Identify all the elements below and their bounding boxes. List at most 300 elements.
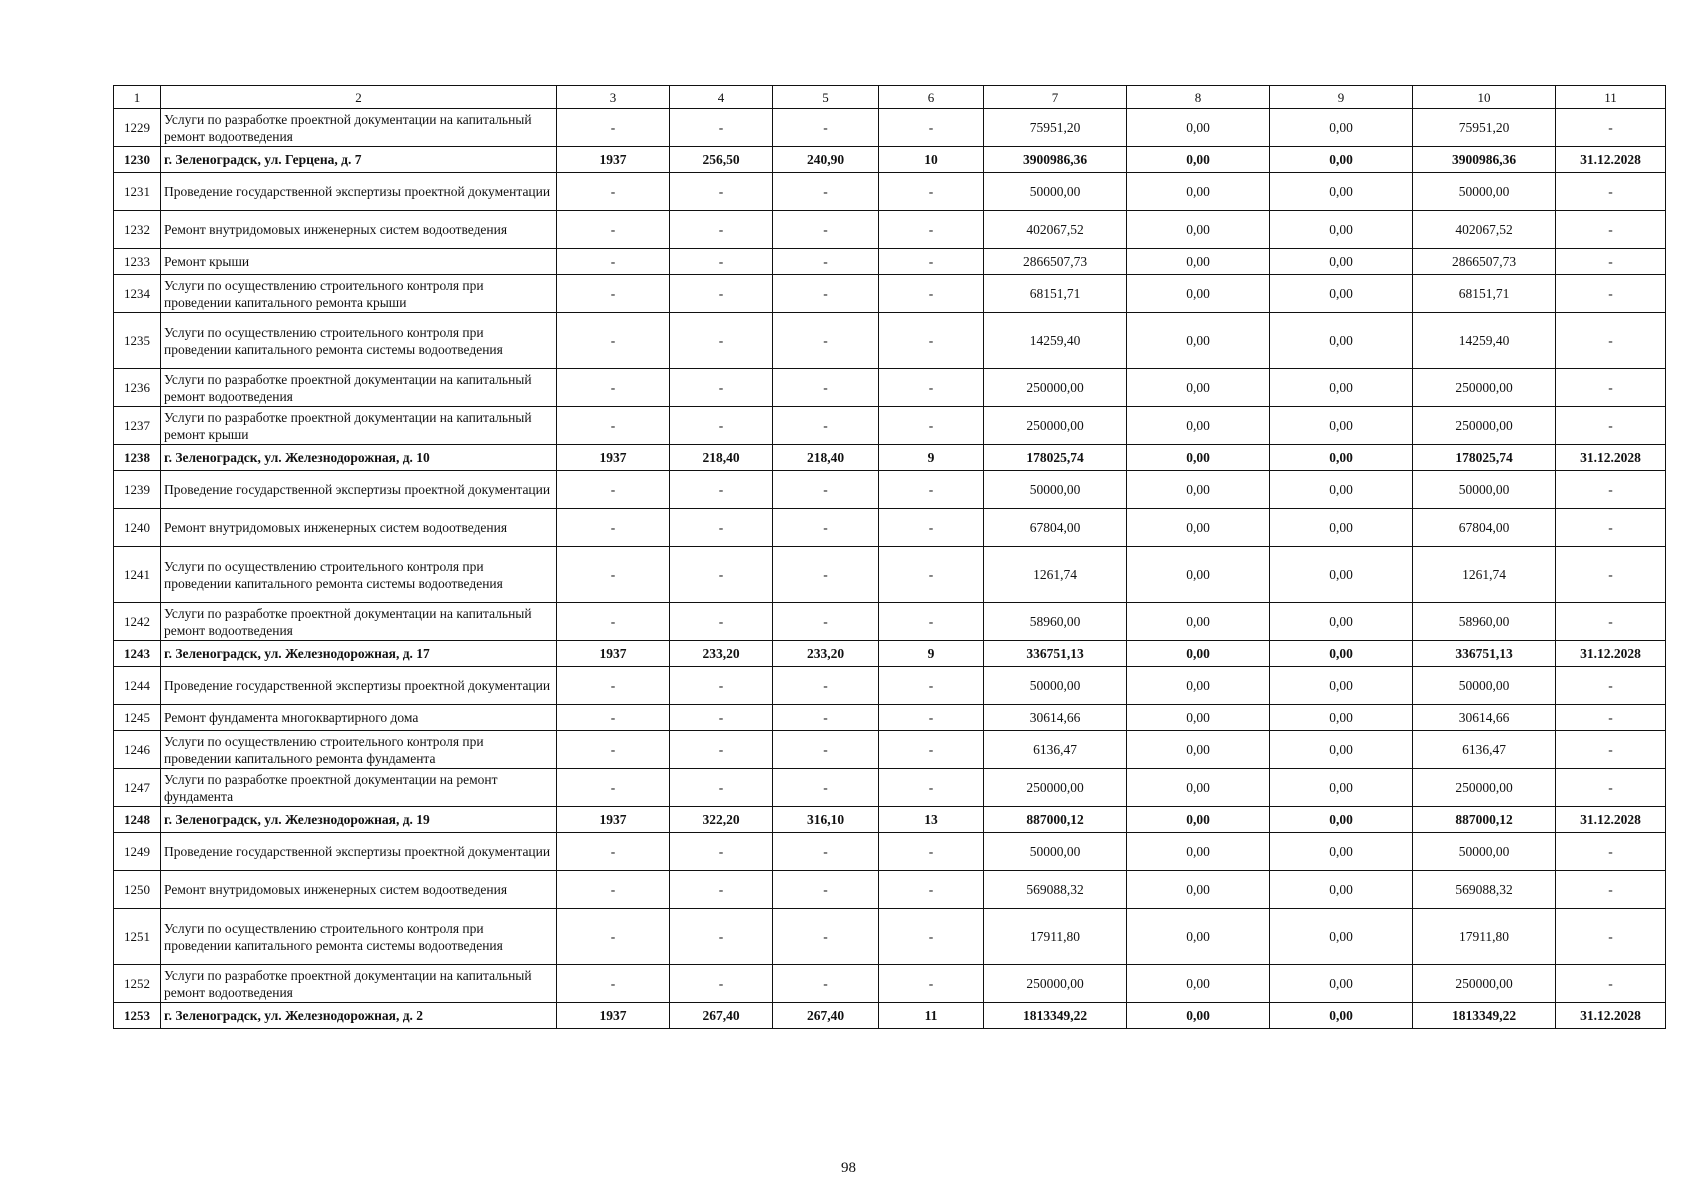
year-cell: - (557, 603, 670, 641)
residents-cell: - (879, 109, 984, 147)
fund-cost-cell: 0,00 (1127, 275, 1270, 313)
budget-cost-cell: 0,00 (1270, 547, 1413, 603)
fund-cost-cell: 0,00 (1127, 667, 1270, 705)
work-row (114, 667, 1666, 705)
living-area-cell: - (773, 769, 879, 807)
work-name-cell: г. Зеленоградск, ул. Железнодорожная, д. 2 (161, 1003, 557, 1029)
total-cost-cell: 336751,13 (984, 641, 1127, 667)
budget-cost-cell: 0,00 (1270, 509, 1413, 547)
budget-cost-cell: 0,00 (1270, 147, 1413, 173)
living-area-cell: - (773, 547, 879, 603)
total-area-cell: 233,20 (670, 641, 773, 667)
row-number-cell: 1234 (114, 275, 161, 313)
residents-cell: - (879, 471, 984, 509)
year-cell: - (557, 173, 670, 211)
owners-cost-cell: 250000,00 (1413, 965, 1556, 1003)
work-name-cell: Ремонт внутридомовых инженерных систем водоотведения (161, 871, 557, 909)
deadline-cell: - (1556, 471, 1666, 509)
header-cell: 1 (114, 86, 161, 109)
work-row (114, 369, 1666, 407)
work-name-cell: Услуги по осуществлению строительного контроля при проведении капитального ремонта системы водоотведения (161, 909, 557, 965)
total-area-cell: - (670, 369, 773, 407)
address-row (114, 445, 1666, 471)
deadline-cell: 31.12.2028 (1556, 1003, 1666, 1029)
year-cell: - (557, 705, 670, 731)
total-area-cell: - (670, 313, 773, 369)
total-area-cell: - (670, 603, 773, 641)
residents-cell: 11 (879, 1003, 984, 1029)
fund-cost-cell: 0,00 (1127, 603, 1270, 641)
row-number-cell: 1237 (114, 407, 161, 445)
fund-cost-cell: 0,00 (1127, 369, 1270, 407)
work-name-cell: Услуги по осуществлению строительного контроля при проведении капитального ремонта крыши (161, 275, 557, 313)
address-row (114, 1003, 1666, 1029)
total-cost-cell: 50000,00 (984, 833, 1127, 871)
living-area-cell: - (773, 275, 879, 313)
living-area-cell: - (773, 173, 879, 211)
living-area-cell: - (773, 211, 879, 249)
residents-cell: 13 (879, 807, 984, 833)
budget-cost-cell: 0,00 (1270, 369, 1413, 407)
row-number-cell: 1241 (114, 547, 161, 603)
year-cell: - (557, 275, 670, 313)
deadline-cell: 31.12.2028 (1556, 445, 1666, 471)
year-cell: - (557, 109, 670, 147)
work-name-cell: Проведение государственной экспертизы проектной документации (161, 833, 557, 871)
fund-cost-cell: 0,00 (1127, 445, 1270, 471)
owners-cost-cell: 250000,00 (1413, 769, 1556, 807)
fund-cost-cell: 0,00 (1127, 471, 1270, 509)
row-number-cell: 1244 (114, 667, 161, 705)
total-cost-cell: 250000,00 (984, 407, 1127, 445)
row-number-cell: 1232 (114, 211, 161, 249)
work-row (114, 965, 1666, 1003)
total-cost-cell: 2866507,73 (984, 249, 1127, 275)
row-number-cell: 1231 (114, 173, 161, 211)
owners-cost-cell: 58960,00 (1413, 603, 1556, 641)
work-name-cell: Ремонт крыши (161, 249, 557, 275)
fund-cost-cell: 0,00 (1127, 871, 1270, 909)
deadline-cell: - (1556, 705, 1666, 731)
budget-cost-cell: 0,00 (1270, 1003, 1413, 1029)
total-cost-cell: 14259,40 (984, 313, 1127, 369)
living-area-cell: - (773, 731, 879, 769)
living-area-cell: - (773, 509, 879, 547)
row-number-cell: 1247 (114, 769, 161, 807)
fund-cost-cell: 0,00 (1127, 1003, 1270, 1029)
total-cost-cell: 3900986,36 (984, 147, 1127, 173)
row-number-cell: 1239 (114, 471, 161, 509)
work-name-cell: Проведение государственной экспертизы проектной документации (161, 471, 557, 509)
year-cell: - (557, 871, 670, 909)
header-cell: 4 (670, 86, 773, 109)
header-cell: 5 (773, 86, 879, 109)
total-area-cell: - (670, 667, 773, 705)
work-row (114, 173, 1666, 211)
total-cost-cell: 58960,00 (984, 603, 1127, 641)
year-cell: 1937 (557, 445, 670, 471)
work-name-cell: Услуги по осуществлению строительного контроля при проведении капитального ремонта системы водоотведения (161, 547, 557, 603)
work-name-cell: Ремонт внутридомовых инженерных систем водоотведения (161, 509, 557, 547)
deadline-cell: - (1556, 965, 1666, 1003)
address-row (114, 147, 1666, 173)
residents-cell: 10 (879, 147, 984, 173)
work-row (114, 871, 1666, 909)
residents-cell: - (879, 509, 984, 547)
owners-cost-cell: 336751,13 (1413, 641, 1556, 667)
page-number: 98 (841, 1160, 856, 1176)
owners-cost-cell: 67804,00 (1413, 509, 1556, 547)
row-number-cell: 1230 (114, 147, 161, 173)
deadline-cell: - (1556, 547, 1666, 603)
residents-cell: - (879, 833, 984, 871)
fund-cost-cell: 0,00 (1127, 641, 1270, 667)
total-cost-cell: 1813349,22 (984, 1003, 1127, 1029)
total-cost-cell: 250000,00 (984, 769, 1127, 807)
row-number-cell: 1236 (114, 369, 161, 407)
owners-cost-cell: 75951,20 (1413, 109, 1556, 147)
budget-cost-cell: 0,00 (1270, 965, 1413, 1003)
residents-cell: - (879, 965, 984, 1003)
total-cost-cell: 250000,00 (984, 369, 1127, 407)
header-cell: 10 (1413, 86, 1556, 109)
owners-cost-cell: 1261,74 (1413, 547, 1556, 603)
budget-cost-cell: 0,00 (1270, 445, 1413, 471)
work-row (114, 547, 1666, 603)
total-cost-cell: 50000,00 (984, 667, 1127, 705)
fund-cost-cell: 0,00 (1127, 547, 1270, 603)
residents-cell: 9 (879, 641, 984, 667)
row-number-cell: 1253 (114, 1003, 161, 1029)
living-area-cell: - (773, 471, 879, 509)
total-cost-cell: 402067,52 (984, 211, 1127, 249)
budget-cost-cell: 0,00 (1270, 641, 1413, 667)
address-row (114, 807, 1666, 833)
residents-cell: - (879, 871, 984, 909)
residents-cell: - (879, 667, 984, 705)
work-row (114, 211, 1666, 249)
owners-cost-cell: 402067,52 (1413, 211, 1556, 249)
total-area-cell: - (670, 909, 773, 965)
work-row (114, 509, 1666, 547)
year-cell: - (557, 509, 670, 547)
budget-cost-cell: 0,00 (1270, 109, 1413, 147)
living-area-cell: 240,90 (773, 147, 879, 173)
budget-cost-cell: 0,00 (1270, 769, 1413, 807)
total-cost-cell: 887000,12 (984, 807, 1127, 833)
owners-cost-cell: 250000,00 (1413, 407, 1556, 445)
deadline-cell: - (1556, 731, 1666, 769)
row-number-cell: 1235 (114, 313, 161, 369)
owners-cost-cell: 50000,00 (1413, 471, 1556, 509)
work-row (114, 603, 1666, 641)
owners-cost-cell: 30614,66 (1413, 705, 1556, 731)
row-number-cell: 1249 (114, 833, 161, 871)
owners-cost-cell: 569088,32 (1413, 871, 1556, 909)
residents-cell: - (879, 249, 984, 275)
living-area-cell: - (773, 313, 879, 369)
living-area-cell: - (773, 369, 879, 407)
total-area-cell: - (670, 769, 773, 807)
deadline-cell: - (1556, 275, 1666, 313)
year-cell: - (557, 909, 670, 965)
work-name-cell: г. Зеленоградск, ул. Железнодорожная, д. 19 (161, 807, 557, 833)
work-row (114, 109, 1666, 147)
residents-cell: - (879, 731, 984, 769)
repair-program-table (113, 85, 1666, 1029)
year-cell: 1937 (557, 807, 670, 833)
year-cell: - (557, 965, 670, 1003)
year-cell: - (557, 547, 670, 603)
total-cost-cell: 50000,00 (984, 471, 1127, 509)
deadline-cell: - (1556, 509, 1666, 547)
fund-cost-cell: 0,00 (1127, 173, 1270, 211)
work-row (114, 731, 1666, 769)
residents-cell: 9 (879, 445, 984, 471)
residents-cell: - (879, 407, 984, 445)
residents-cell: - (879, 547, 984, 603)
deadline-cell: 31.12.2028 (1556, 807, 1666, 833)
fund-cost-cell: 0,00 (1127, 147, 1270, 173)
work-row (114, 313, 1666, 369)
residents-cell: - (879, 705, 984, 731)
living-area-cell: - (773, 249, 879, 275)
year-cell: - (557, 731, 670, 769)
work-row (114, 275, 1666, 313)
residents-cell: - (879, 769, 984, 807)
year-cell: 1937 (557, 1003, 670, 1029)
residents-cell: - (879, 211, 984, 249)
deadline-cell: - (1556, 249, 1666, 275)
year-cell: 1937 (557, 641, 670, 667)
total-cost-cell: 6136,47 (984, 731, 1127, 769)
owners-cost-cell: 68151,71 (1413, 275, 1556, 313)
header-cell: 3 (557, 86, 670, 109)
total-area-cell: - (670, 249, 773, 275)
work-row (114, 407, 1666, 445)
year-cell: - (557, 313, 670, 369)
total-cost-cell: 178025,74 (984, 445, 1127, 471)
year-cell: - (557, 211, 670, 249)
deadline-cell: - (1556, 173, 1666, 211)
total-area-cell: - (670, 965, 773, 1003)
deadline-cell: - (1556, 211, 1666, 249)
work-name-cell: Услуги по осуществлению строительного контроля при проведении капитального ремонта системы водоотведения (161, 313, 557, 369)
total-cost-cell: 67804,00 (984, 509, 1127, 547)
owners-cost-cell: 50000,00 (1413, 173, 1556, 211)
work-name-cell: Услуги по разработке проектной документации на капитальный ремонт водоотведения (161, 369, 557, 407)
work-name-cell: Ремонт фундамента многоквартирного дома (161, 705, 557, 731)
total-area-cell: 267,40 (670, 1003, 773, 1029)
owners-cost-cell: 17911,80 (1413, 909, 1556, 965)
budget-cost-cell: 0,00 (1270, 667, 1413, 705)
header-cell: 8 (1127, 86, 1270, 109)
work-name-cell: Проведение государственной экспертизы проектной документации (161, 667, 557, 705)
total-area-cell: - (670, 275, 773, 313)
residents-cell: - (879, 275, 984, 313)
living-area-cell: 267,40 (773, 1003, 879, 1029)
work-row (114, 769, 1666, 807)
row-number-cell: 1243 (114, 641, 161, 667)
owners-cost-cell: 50000,00 (1413, 667, 1556, 705)
year-cell: - (557, 667, 670, 705)
owners-cost-cell: 887000,12 (1413, 807, 1556, 833)
work-name-cell: г. Зеленоградск, ул. Железнодорожная, д. 10 (161, 445, 557, 471)
total-cost-cell: 75951,20 (984, 109, 1127, 147)
budget-cost-cell: 0,00 (1270, 313, 1413, 369)
budget-cost-cell: 0,00 (1270, 173, 1413, 211)
fund-cost-cell: 0,00 (1127, 965, 1270, 1003)
budget-cost-cell: 0,00 (1270, 871, 1413, 909)
deadline-cell: - (1556, 369, 1666, 407)
fund-cost-cell: 0,00 (1127, 509, 1270, 547)
living-area-cell: 218,40 (773, 445, 879, 471)
budget-cost-cell: 0,00 (1270, 705, 1413, 731)
year-cell: - (557, 407, 670, 445)
header-cell: 2 (161, 86, 557, 109)
total-area-cell: - (670, 471, 773, 509)
year-cell: 1937 (557, 147, 670, 173)
total-area-cell: - (670, 109, 773, 147)
work-name-cell: г. Зеленоградск, ул. Герцена, д. 7 (161, 147, 557, 173)
total-cost-cell: 68151,71 (984, 275, 1127, 313)
row-number-cell: 1252 (114, 965, 161, 1003)
owners-cost-cell: 2866507,73 (1413, 249, 1556, 275)
deadline-cell: - (1556, 313, 1666, 369)
total-area-cell: - (670, 407, 773, 445)
row-number-cell: 1251 (114, 909, 161, 965)
deadline-cell: - (1556, 603, 1666, 641)
owners-cost-cell: 6136,47 (1413, 731, 1556, 769)
work-row (114, 471, 1666, 509)
work-row (114, 909, 1666, 965)
row-number-cell: 1240 (114, 509, 161, 547)
year-cell: - (557, 471, 670, 509)
fund-cost-cell: 0,00 (1127, 833, 1270, 871)
total-cost-cell: 30614,66 (984, 705, 1127, 731)
address-row (114, 641, 1666, 667)
budget-cost-cell: 0,00 (1270, 407, 1413, 445)
deadline-cell: - (1556, 909, 1666, 965)
owners-cost-cell: 14259,40 (1413, 313, 1556, 369)
total-area-cell: 218,40 (670, 445, 773, 471)
year-cell: - (557, 833, 670, 871)
table-body (114, 86, 1666, 1029)
total-area-cell: 322,20 (670, 807, 773, 833)
total-area-cell: - (670, 547, 773, 603)
total-area-cell: - (670, 211, 773, 249)
living-area-cell: - (773, 965, 879, 1003)
row-number-cell: 1229 (114, 109, 161, 147)
work-name-cell: Ремонт внутридомовых инженерных систем водоотведения (161, 211, 557, 249)
year-cell: - (557, 369, 670, 407)
budget-cost-cell: 0,00 (1270, 603, 1413, 641)
fund-cost-cell: 0,00 (1127, 807, 1270, 833)
total-cost-cell: 250000,00 (984, 965, 1127, 1003)
deadline-cell: - (1556, 109, 1666, 147)
living-area-cell: 233,20 (773, 641, 879, 667)
residents-cell: - (879, 909, 984, 965)
row-number-cell: 1245 (114, 705, 161, 731)
work-name-cell: Услуги по разработке проектной документации на капитальный ремонт водоотведения (161, 109, 557, 147)
fund-cost-cell: 0,00 (1127, 249, 1270, 275)
total-area-cell: - (670, 871, 773, 909)
work-row (114, 705, 1666, 731)
total-area-cell: - (670, 173, 773, 211)
work-name-cell: Услуги по осуществлению строительного контроля при проведении капитального ремонта фундамента (161, 731, 557, 769)
fund-cost-cell: 0,00 (1127, 211, 1270, 249)
living-area-cell: - (773, 909, 879, 965)
work-name-cell: Услуги по разработке проектной документации на капитальный ремонт водоотведения (161, 965, 557, 1003)
row-number-cell: 1242 (114, 603, 161, 641)
total-cost-cell: 50000,00 (984, 173, 1127, 211)
budget-cost-cell: 0,00 (1270, 909, 1413, 965)
total-area-cell: - (670, 731, 773, 769)
living-area-cell: - (773, 705, 879, 731)
year-cell: - (557, 769, 670, 807)
fund-cost-cell: 0,00 (1127, 407, 1270, 445)
total-cost-cell: 569088,32 (984, 871, 1127, 909)
header-cell: 11 (1556, 86, 1666, 109)
residents-cell: - (879, 369, 984, 407)
budget-cost-cell: 0,00 (1270, 249, 1413, 275)
work-name-cell: г. Зеленоградск, ул. Железнодорожная, д. 17 (161, 641, 557, 667)
deadline-cell: - (1556, 667, 1666, 705)
deadline-cell: - (1556, 871, 1666, 909)
living-area-cell: - (773, 407, 879, 445)
living-area-cell: - (773, 109, 879, 147)
budget-cost-cell: 0,00 (1270, 211, 1413, 249)
header-row (114, 86, 1666, 109)
total-area-cell: - (670, 509, 773, 547)
living-area-cell: - (773, 833, 879, 871)
fund-cost-cell: 0,00 (1127, 731, 1270, 769)
owners-cost-cell: 178025,74 (1413, 445, 1556, 471)
work-name-cell: Проведение государственной экспертизы проектной документации (161, 173, 557, 211)
owners-cost-cell: 3900986,36 (1413, 147, 1556, 173)
residents-cell: - (879, 313, 984, 369)
work-name-cell: Услуги по разработке проектной документации на капитальный ремонт крыши (161, 407, 557, 445)
fund-cost-cell: 0,00 (1127, 705, 1270, 731)
living-area-cell: - (773, 871, 879, 909)
row-number-cell: 1248 (114, 807, 161, 833)
year-cell: - (557, 249, 670, 275)
living-area-cell: 316,10 (773, 807, 879, 833)
work-name-cell: Услуги по разработке проектной документации на ремонт фундамента (161, 769, 557, 807)
total-area-cell: - (670, 833, 773, 871)
work-name-cell: Услуги по разработке проектной документации на капитальный ремонт водоотведения (161, 603, 557, 641)
owners-cost-cell: 1813349,22 (1413, 1003, 1556, 1029)
living-area-cell: - (773, 667, 879, 705)
total-cost-cell: 17911,80 (984, 909, 1127, 965)
living-area-cell: - (773, 603, 879, 641)
residents-cell: - (879, 603, 984, 641)
work-row (114, 249, 1666, 275)
budget-cost-cell: 0,00 (1270, 807, 1413, 833)
deadline-cell: - (1556, 769, 1666, 807)
budget-cost-cell: 0,00 (1270, 275, 1413, 313)
budget-cost-cell: 0,00 (1270, 833, 1413, 871)
total-area-cell: 256,50 (670, 147, 773, 173)
budget-cost-cell: 0,00 (1270, 471, 1413, 509)
row-number-cell: 1250 (114, 871, 161, 909)
header-cell: 9 (1270, 86, 1413, 109)
owners-cost-cell: 250000,00 (1413, 369, 1556, 407)
budget-cost-cell: 0,00 (1270, 731, 1413, 769)
work-row (114, 833, 1666, 871)
deadline-cell: - (1556, 407, 1666, 445)
fund-cost-cell: 0,00 (1127, 313, 1270, 369)
